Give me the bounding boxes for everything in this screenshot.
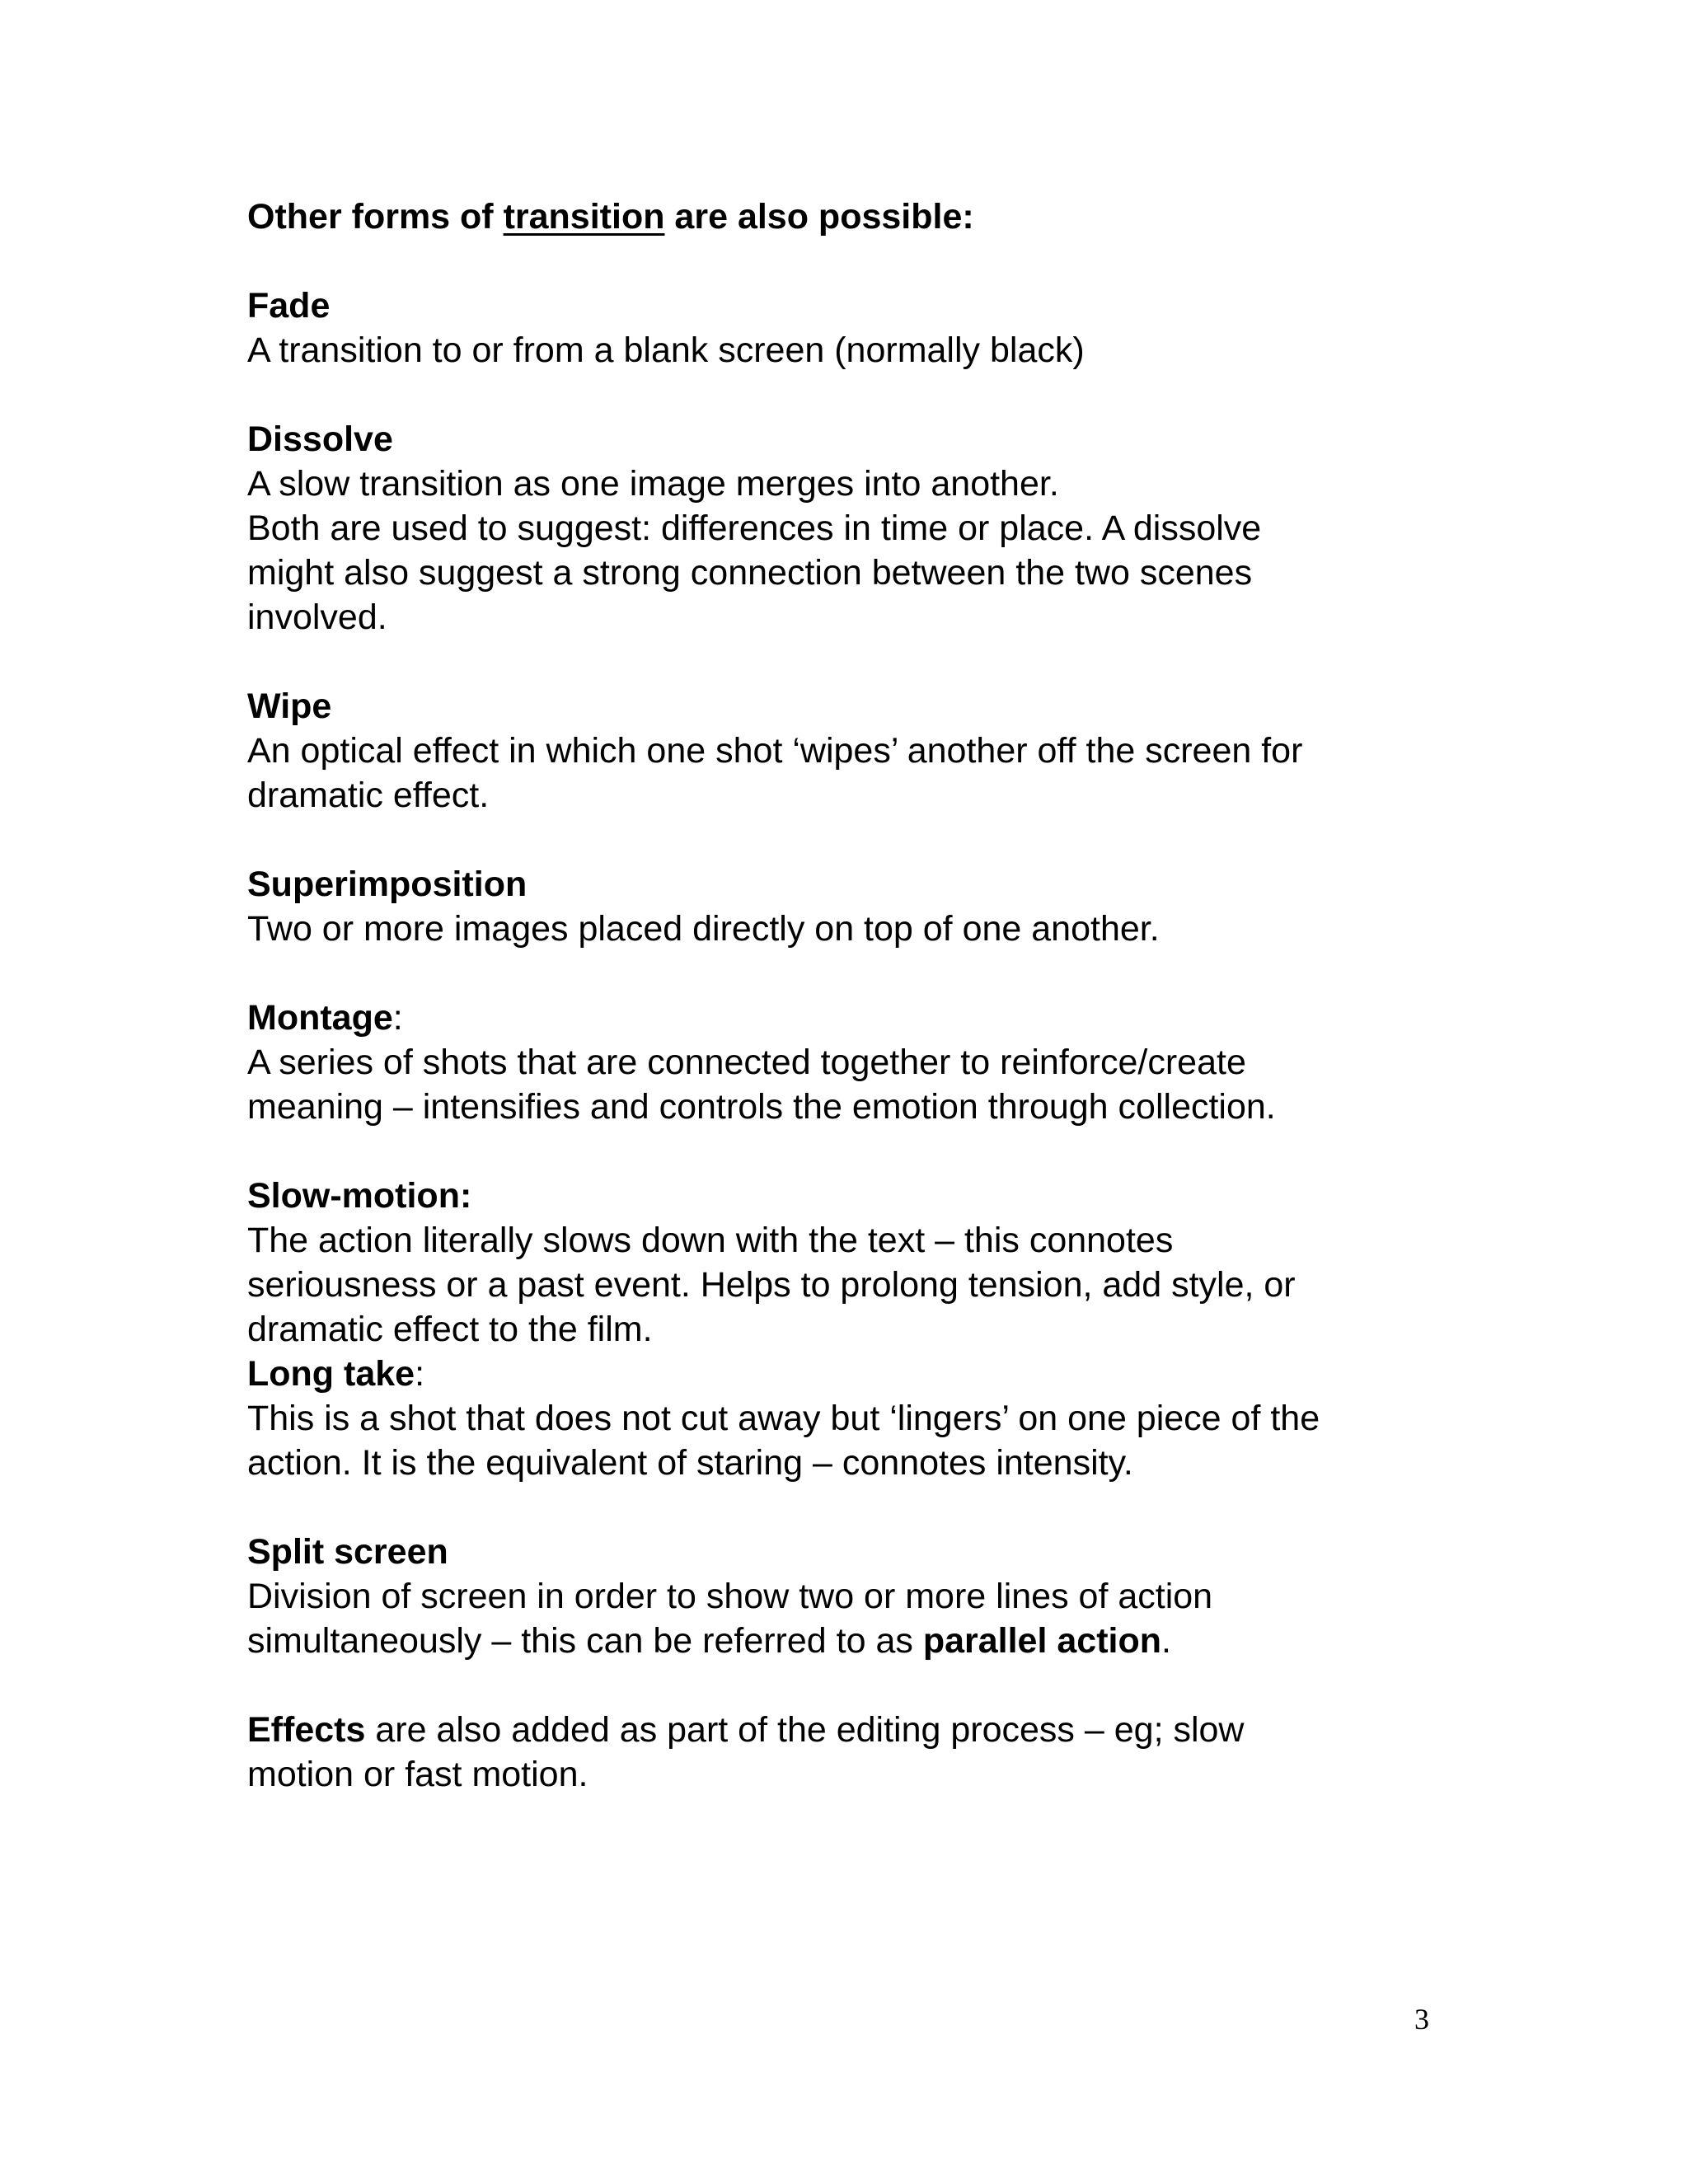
slow-motion-definition-line: seriousness or a past event. Helps to prolong tension, add style, or <box>247 1265 1296 1305</box>
effects-line: motion or fast motion. <box>247 1755 588 1794</box>
split-screen-heading: Split screen <box>247 1532 448 1572</box>
spacer <box>247 373 1451 417</box>
intro-heading <box>247 194 1451 239</box>
montage-colon: : <box>392 998 403 1038</box>
intro-text-before: Other forms of <box>247 197 504 237</box>
page-content <box>247 194 1451 1797</box>
superimposition-definition: Two or more images placed directly on top of one another. <box>247 909 1160 949</box>
wipe-definition-line: An optical effect in which one shot ‘wipes’ another off the screen for <box>247 731 1303 771</box>
long-take-definition-line: action. It is the equivalent of staring – connotes intensity. <box>247 1443 1133 1483</box>
fade-heading: Fade <box>247 286 331 326</box>
slow-motion-definition-line: dramatic effect to the film. <box>247 1310 653 1349</box>
montage-definition-line: A series of shots that are connected together to reinforce/create <box>247 1043 1246 1082</box>
dissolve-heading: Dissolve <box>247 419 393 459</box>
split-screen-period: . <box>1161 1621 1171 1661</box>
wipe-definition-line: dramatic effect. <box>247 776 490 815</box>
wipe-heading: Wipe <box>247 687 332 726</box>
split-screen-text: simultaneously – this can be referred to as <box>247 1621 923 1661</box>
slow-motion-heading: Slow-motion: <box>247 1176 472 1216</box>
montage-definition-line: meaning – intensifies and controls the emotion through collection. <box>247 1087 1276 1127</box>
long-take-colon: : <box>415 1354 425 1394</box>
dissolve-definition-line: might also suggest a strong connection between the two scenes <box>247 553 1253 593</box>
long-take-heading-line <box>247 1352 1451 1396</box>
montage-heading-line <box>247 996 1451 1040</box>
superimposition-heading: Superimposition <box>247 865 528 904</box>
spacer <box>247 640 1451 684</box>
intro-text-after: are also possible: <box>664 197 974 237</box>
parallel-action-term: parallel action <box>922 1621 1161 1661</box>
page-number: 3 <box>1414 2003 1429 2036</box>
effects-text: are also added as part of the editing process – eg; slow <box>365 1710 1245 1750</box>
dissolve-definition-line: A slow transition as one image merges into another. <box>247 464 1059 504</box>
fade-definition: A transition to or from a blank screen (normally black) <box>247 330 1085 370</box>
spacer <box>247 951 1451 996</box>
dissolve-definition-line: Both are used to suggest: differences in time or place. A dissolve <box>247 509 1262 548</box>
split-screen-definition-line: Division of screen in order to show two or more lines of action <box>247 1577 1213 1616</box>
intro-term-transition: transition <box>503 197 665 237</box>
spacer <box>247 239 1451 284</box>
split-screen-definition-line <box>247 1619 1451 1663</box>
spacer <box>247 1663 1451 1708</box>
effects-line <box>247 1708 1451 1752</box>
montage-heading: Montage <box>247 998 393 1038</box>
long-take-definition-line: This is a shot that does not cut away but ‘lingers’ on one piece of the <box>247 1399 1320 1438</box>
spacer <box>247 1129 1451 1174</box>
spacer <box>247 1485 1451 1530</box>
effects-term: Effects <box>247 1710 366 1750</box>
dissolve-definition-line: involved. <box>247 598 387 637</box>
spacer <box>247 818 1451 862</box>
long-take-heading: Long take <box>247 1354 415 1394</box>
slow-motion-definition-line: The action literally slows down with the text – this connotes <box>247 1221 1174 1260</box>
